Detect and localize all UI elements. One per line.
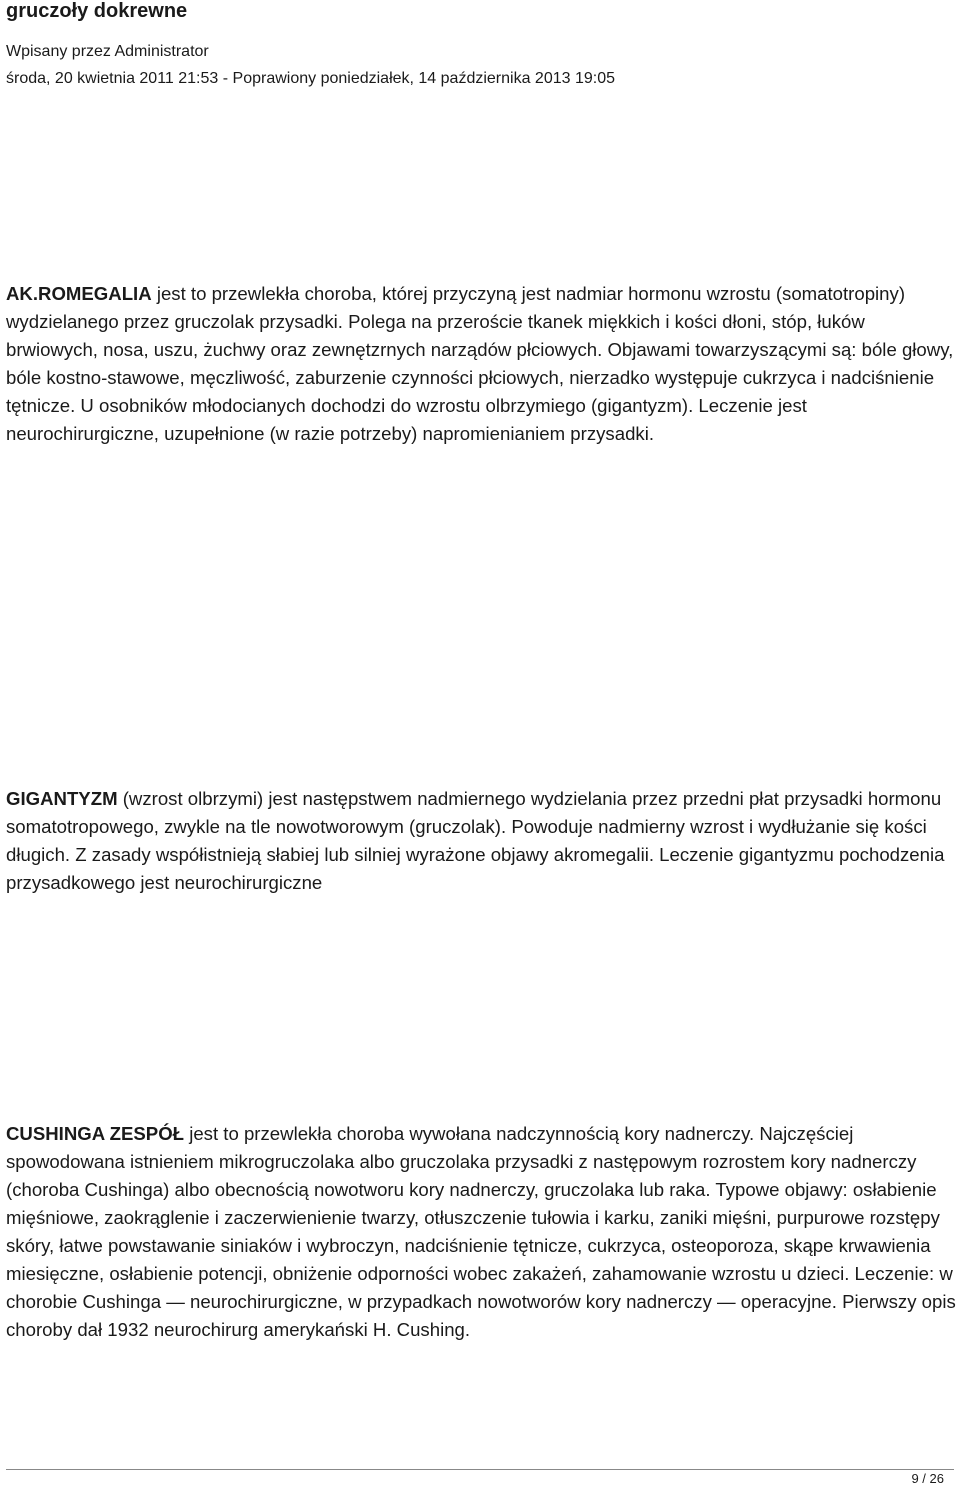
section-akromegalia	[6, 280, 956, 448]
page-number: 9 / 26	[911, 1471, 944, 1486]
author-line: Wpisany przez Administrator	[6, 43, 209, 60]
section-text: (wzrost olbrzymi) jest następstwem nadmiernego wydzielania przez przedni płat przysadki hormonu somatotropowego, zwykle na tle nowotworowym (gruczolak). Powoduje nadmierny wzrost i wydłużanie się kości długich. Z zasady współistnieją słabiej lub silniej wyrażone objawy akromegalii. Leczenie gigantyzmu pochodzenia przysadkowego jest neurochirurgiczne	[6, 788, 945, 893]
footer-divider	[6, 1469, 954, 1470]
section-text: jest to przewlekła choroba, której przyczyną jest nadmiar hormonu wzrostu (somatotropiny) wydzielanego przez gruczolak przysadki. Polega na przeroście tkanek miękkich i kości dłoni, stóp, łuków brwiowych, nosa, uszu, żuchwy oraz zewnętzrnych narządów płciowych. Objawami towarzyszącymi są: bóle głowy, bóle kostno-stawowe, męczliwość, zaburzenie czynności płciowych, nierzadko występuje cukrzyca i nadciśnienie tętnicze. U osobników młodocianych dochodzi do wzrostu olbrzymiego (gigantyzm). Leczenie jest neurochirurgiczne, uzupełnione (w razie potrzeby) napromienianiem przysadki.	[6, 283, 954, 444]
section-term: AK.ROMEGALIA	[6, 283, 152, 304]
section-gigantyzm	[6, 785, 956, 897]
article-title: gruczoły dokrewne	[6, 0, 188, 22]
section-term: CUSHINGA ZESPÓŁ	[6, 1123, 185, 1144]
dates-line: środa, 20 kwietnia 2011 21:53 - Poprawiony poniedziałek, 14 października 2013 19:05	[6, 70, 615, 87]
section-term: GIGANTYZM	[6, 788, 118, 809]
section-cushing	[6, 1120, 956, 1344]
section-text: jest to przewlekła choroba wywołana nadczynnością kory nadnerczy. Najczęściej spowodowana istnieniem mikrogruczolaka albo gruczolaka przysadki z następowym rozrostem kory nadnerczy (choroba Cushinga) albo obecnością nowotworu kory nadnerczy, gruczolaka lub raka. Typowe objawy: osłabienie mięśniowe, zaokrąglenie i zaczerwienienie twarzy, otłuszczenie tułowia i karku, zaniki mięśni, purpurowe rozstępy skóry, łatwe powstawanie siniaków i wybroczyn, nadciśnienie tętnicze, cukrzyca, osteoporoza, skąpe krwawienia miesięczne, osłabienie potencji, obniżenie odporności wobec zakażeń, zahamowanie wzrostu u dzieci. Leczenie: w chorobie Cushinga — neurochirurgiczne, w przypadkach nowotworów kory nadnerczy — operacyjne. Pierwszy opis choroby dał 1932 neurochirurg amerykański H. Cushing.	[6, 1123, 956, 1340]
